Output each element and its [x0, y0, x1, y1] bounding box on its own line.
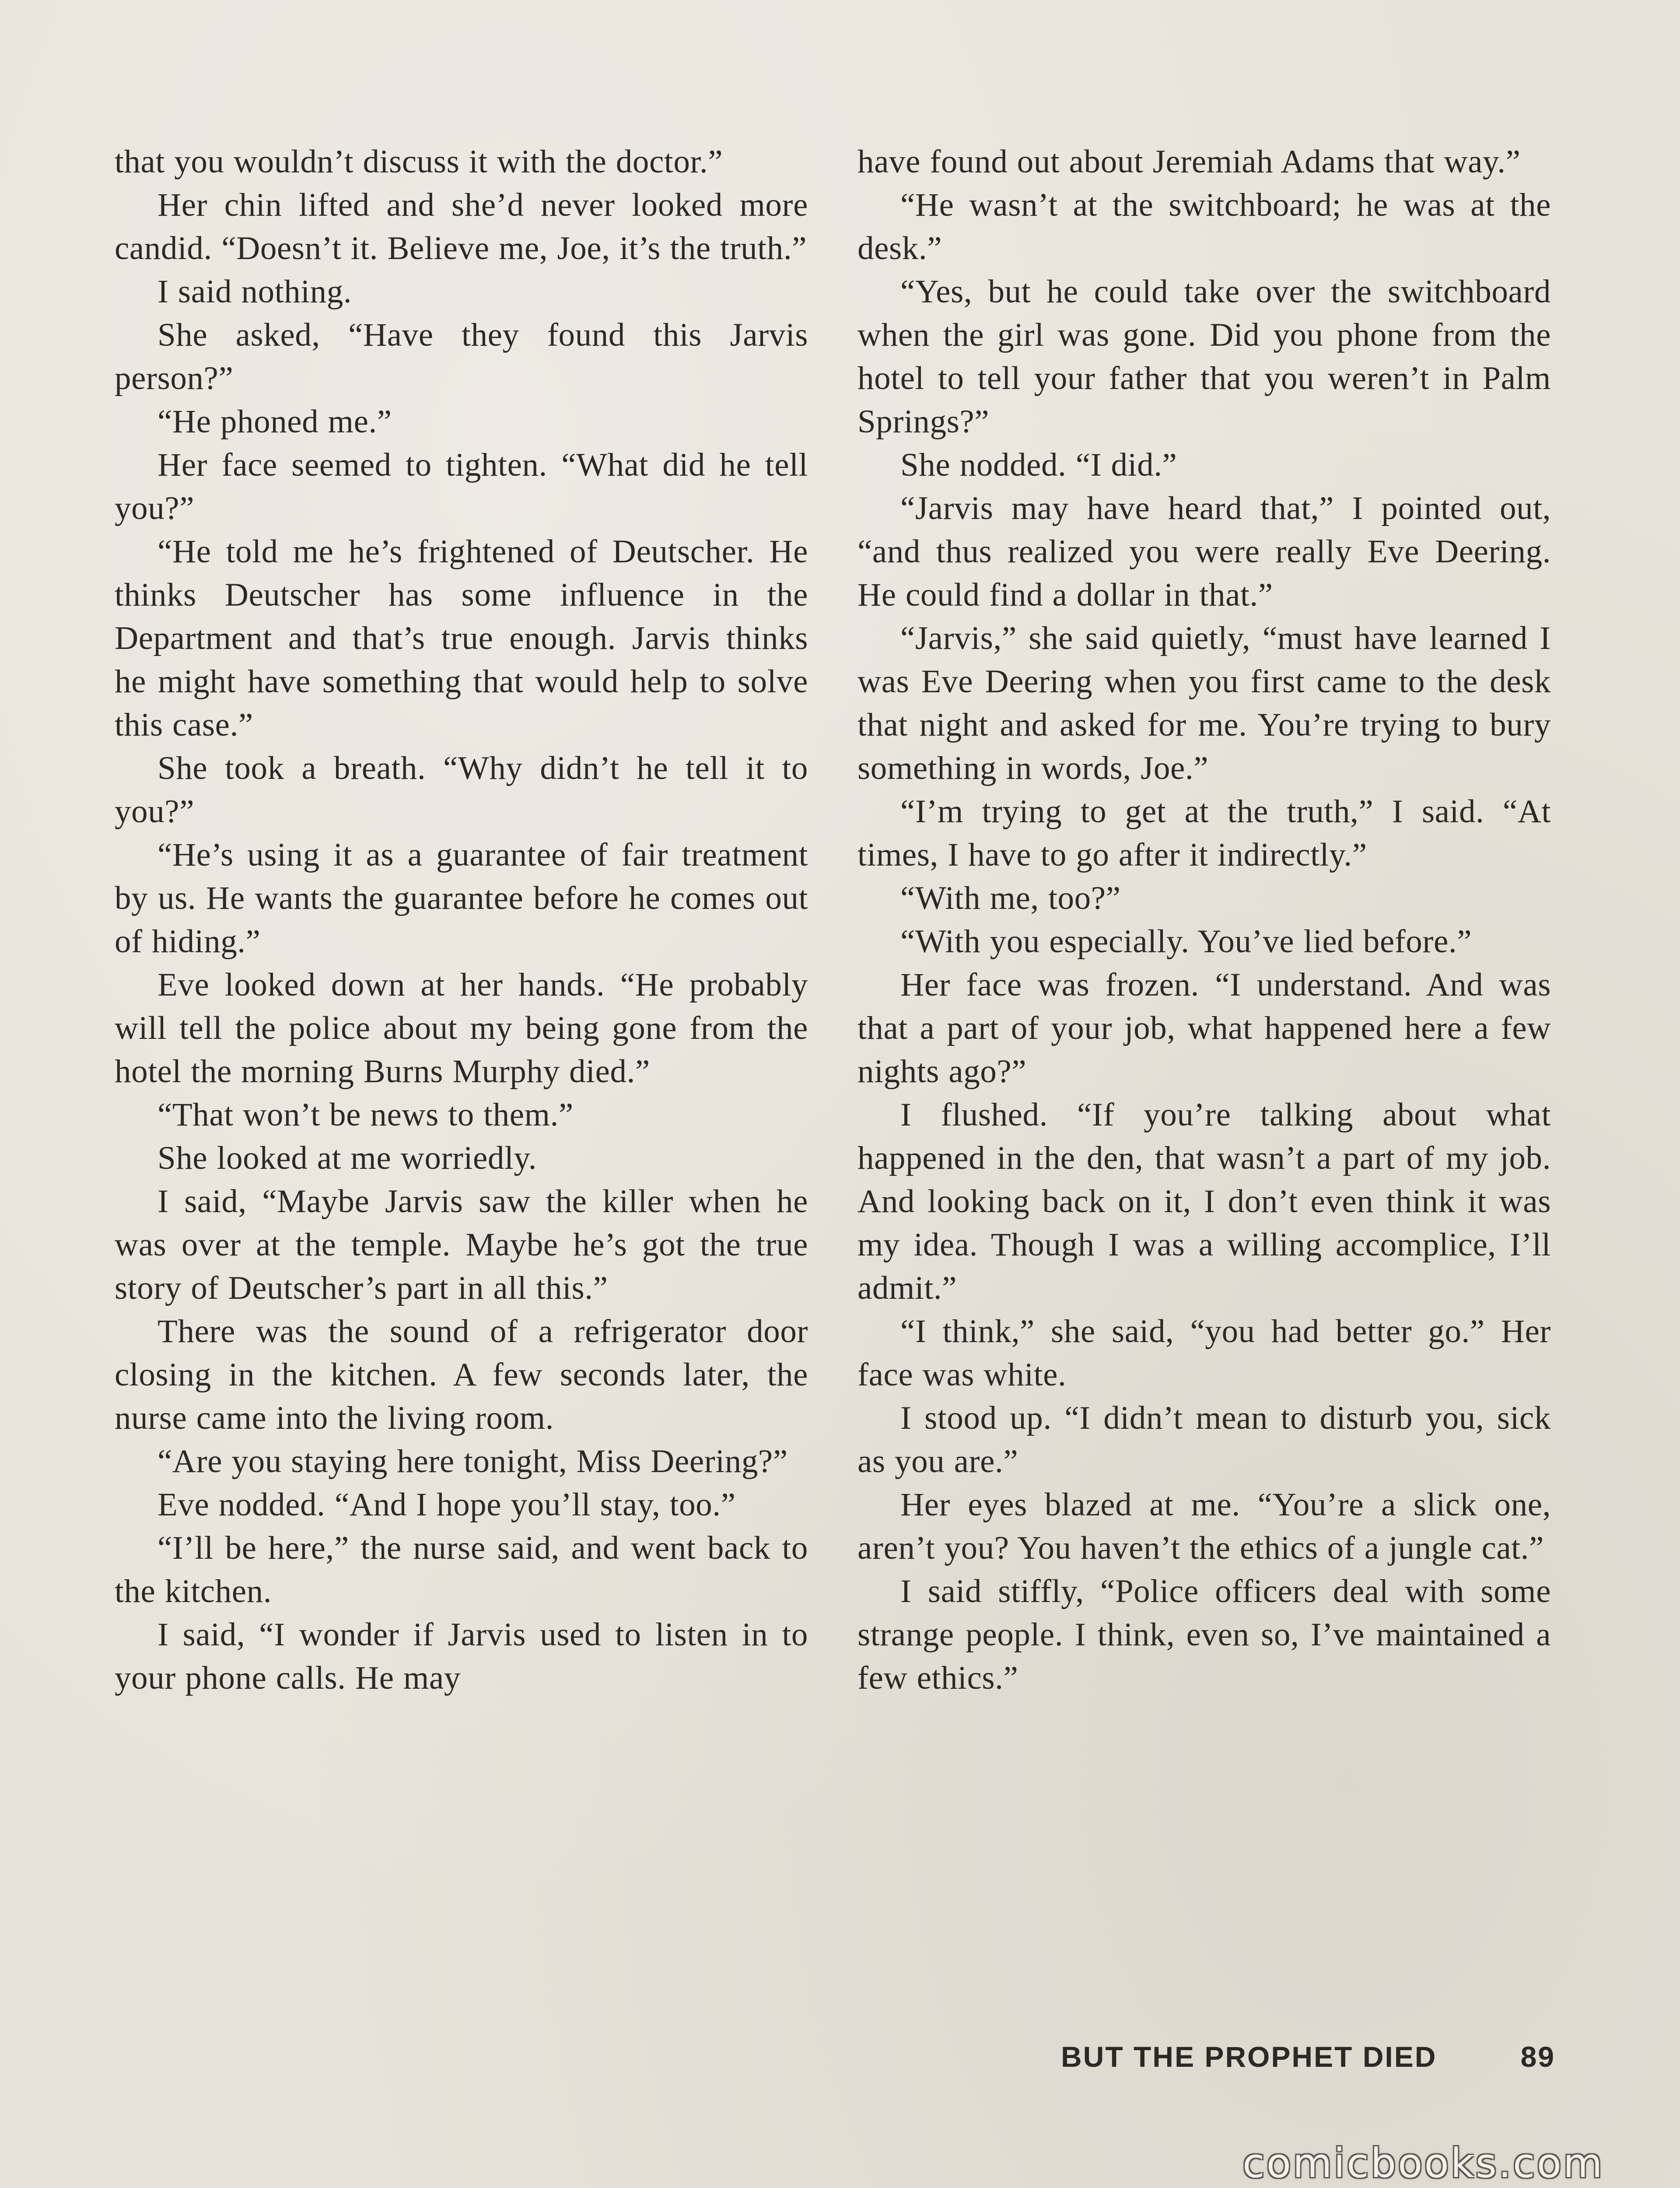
paragraph: that you wouldn’t discuss it with the doctor.” [115, 144, 723, 180]
paragraph: “I think,” she said, “you had better go.” Her face was white. [858, 1313, 1551, 1393]
watermark-text: comicbooks.com [1242, 2140, 1604, 2187]
paragraph: Eve nodded. “And I hope you’ll stay, too.” [158, 1487, 736, 1523]
paragraph: “I’m trying to get at the truth,” I said. “At times, I have to go after it indirectly.” [858, 793, 1551, 873]
paragraph: Her chin lifted and she’d never looked more candid. “Doesn’t it. Believe me, Joe, it’s the truth.” [115, 187, 808, 266]
paragraph: “That won’t be news to them.” [158, 1097, 574, 1133]
paragraph: I stood up. “I didn’t mean to disturb you, sick as you are.” [858, 1400, 1551, 1480]
paragraph: I said nothing. [158, 274, 352, 310]
paragraph: Her face was frozen. “I understand. And was that a part of your job, what happened here a few nights ago?” [858, 967, 1551, 1090]
page-number: 89 [1520, 2041, 1555, 2073]
paragraph: “He’s using it as a guarantee of fair treatment by us. He wants the guarantee before he comes out of hiding.” [115, 837, 808, 960]
paragraph: “He wasn’t at the switchboard; he was at the desk.” [858, 187, 1551, 266]
paragraph: I flushed. “If you’re talking about what happened in the den, that wasn’t a part of my job. And looking back on it, I don’t even think it was my idea. Though I was a willing accomplice, I’ll admit.” [858, 1097, 1551, 1306]
paragraph: I said, “I wonder if Jarvis used to listen in to your phone calls. He may [115, 1616, 808, 1696]
paragraph: “Are you staying here tonight, Miss Deering?” [158, 1443, 788, 1480]
paragraph: Her eyes blazed at me. “You’re a slick one, aren’t you? You haven’t the ethics of a jungle cat.” [858, 1487, 1551, 1566]
paragraph: I said, “Maybe Jarvis saw the killer when he was over at the temple. Maybe he’s got the true story of Deutscher’s part in all this.” [115, 1183, 808, 1306]
running-footer [1061, 2040, 1555, 2073]
paragraph: “With you especially. You’ve lied before.” [900, 923, 1472, 960]
paragraph: “Jarvis may have heard that,” I pointed out, “and thus realized you were really Eve Deering. He could find a dollar in that.” [858, 490, 1551, 613]
paragraph: Eve looked down at her hands. “He probably will tell the police about my being gone from the hotel the morning Burns Murphy died.” [115, 967, 808, 1090]
paragraph: There was the sound of a refrigerator door closing in the kitchen. A few seconds later, the nurse came into the living room. [115, 1313, 808, 1436]
paragraph: She took a breath. “Why didn’t he tell it to you?” [115, 750, 808, 830]
running-title: BUT THE PROPHET DIED [1061, 2041, 1437, 2073]
text-column-left [115, 140, 808, 1700]
text-column-right [858, 140, 1551, 1700]
paragraph: I said stiffly, “Police officers deal with some strange people. I think, even so, I’ve maintained a few ethics.” [858, 1573, 1551, 1696]
paragraph: Her face seemed to tighten. “What did he tell you?” [115, 447, 808, 526]
paragraph: “He told me he’s frightened of Deutscher. He thinks Deutscher has some influence in the Department and that’s true enough. Jarvis thinks he might have something that would help to solve this case.” [115, 533, 808, 743]
paragraph: “He phoned me.” [158, 403, 392, 440]
paragraph: She nodded. “I did.” [900, 447, 1177, 483]
paragraph: “Jarvis,” she said quietly, “must have learned I was Eve Deering when you first came to the desk that night and asked for me. You’re trying to bury something in words, Joe.” [858, 620, 1551, 786]
paragraph: “With me, too?” [900, 880, 1121, 916]
paragraph: She looked at me worriedly. [158, 1140, 537, 1176]
paragraph: She asked, “Have they found this Jarvis person?” [115, 317, 808, 396]
paragraph: “Yes, but he could take over the switchboard when the girl was gone. Did you phone from the hotel to tell your father that you weren’t in Palm Springs?” [858, 274, 1551, 440]
paragraph: “I’ll be here,” the nurse said, and went back to the kitchen. [115, 1530, 808, 1609]
paragraph: have found out about Jeremiah Adams that way.” [858, 144, 1521, 180]
